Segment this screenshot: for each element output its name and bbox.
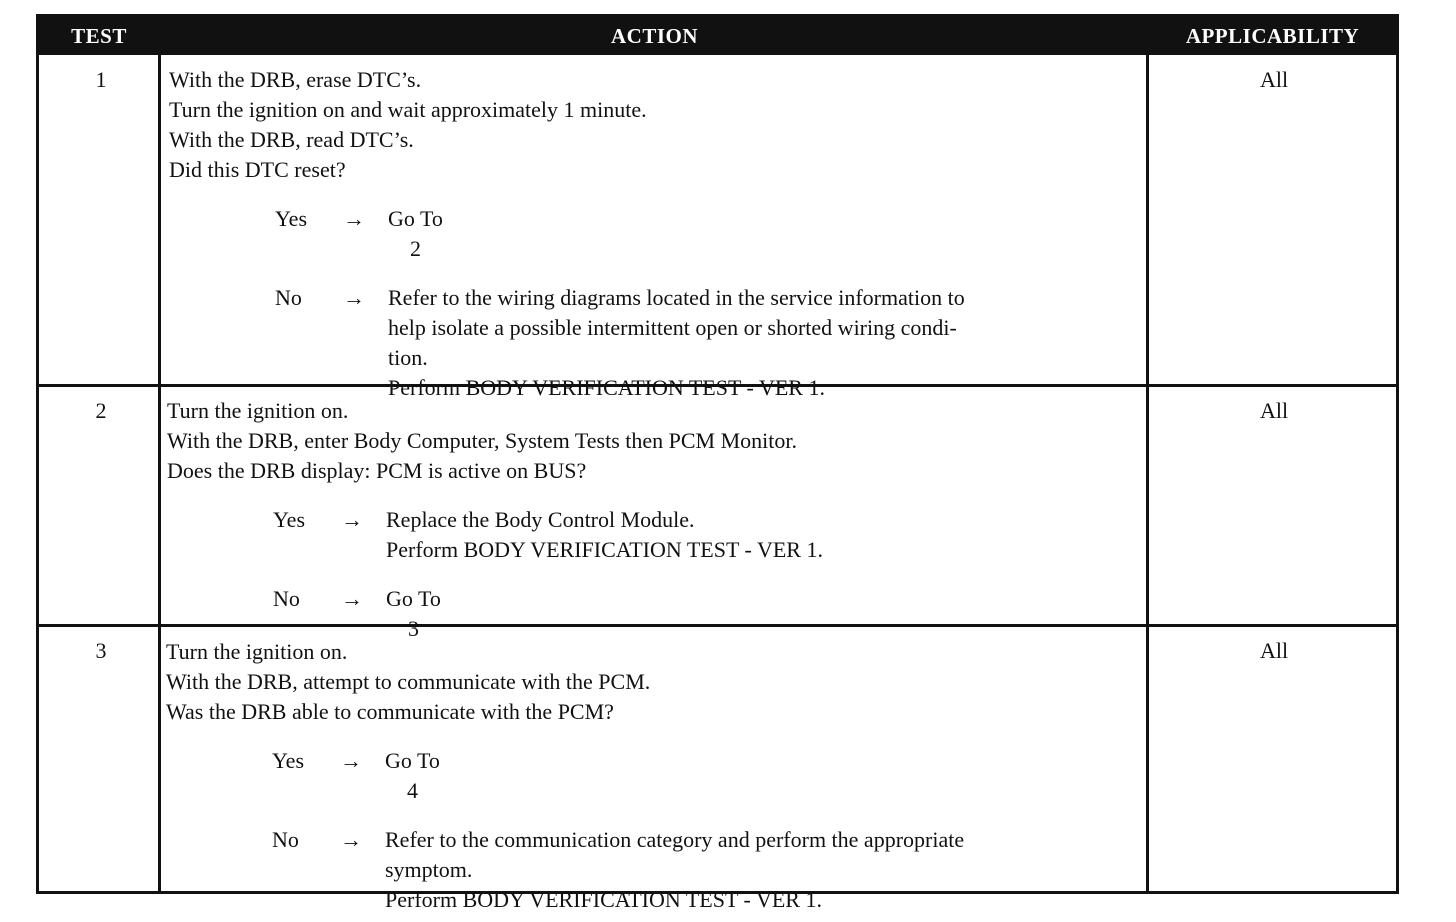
applicability-value: All [1259, 638, 1289, 663]
branch-line: Perform BODY VERIFICATION TEST - VER 1. [385, 887, 822, 912]
test-row-3 [39, 627, 1396, 912]
branch-line: Refer to the wiring diagrams located in the service information to [388, 285, 965, 310]
arrow-icon: → [341, 586, 363, 611]
action-step: Turn the ignition on. [166, 639, 348, 664]
goto-label: Go To [388, 206, 443, 231]
branch-line: Refer to the communication category and perform the appropriate [385, 827, 965, 852]
branch-line: Perform BODY VERIFICATION TEST - VER 1. [388, 375, 825, 400]
arrow-icon: → [341, 507, 363, 532]
table-header [39, 17, 1396, 55]
action-step: Turn the ignition on and wait approximately 1 minute. [169, 97, 647, 122]
goto-number: 3 [408, 616, 419, 641]
branch-line: Replace the Body Control Module. [386, 507, 695, 532]
action-step: Turn the ignition on. [167, 398, 349, 423]
branch-result [385, 746, 1141, 806]
arrow-icon: → [340, 827, 362, 852]
arrow-icon: → [340, 748, 362, 773]
header-applicability: APPLICABILITY [1185, 24, 1360, 48]
yes-branch [167, 505, 1142, 565]
test-row-1 [39, 55, 1396, 400]
goto-number: 4 [407, 778, 418, 803]
no-branch [169, 283, 1144, 403]
header-action: ACTION [610, 24, 698, 48]
action-step: Was the DRB able to communicate with the PCM? [166, 699, 614, 724]
branch-result [386, 505, 1142, 565]
test-row-2 [39, 387, 1396, 641]
yes-branch [169, 204, 1144, 264]
test-number: 3 [95, 638, 107, 663]
no-label: No [273, 586, 300, 611]
no-label: No [272, 827, 299, 852]
goto-label: Go To [385, 748, 440, 773]
action-step: With the DRB, read DTC’s. [169, 127, 414, 152]
action-cell [169, 65, 1144, 403]
applicability-value: All [1259, 67, 1289, 92]
branch-line: symptom. [385, 857, 473, 882]
goto-label: Go To [386, 586, 441, 611]
header-test: TEST [71, 24, 127, 48]
branch-line: Perform BODY VERIFICATION TEST - VER 1. [386, 537, 823, 562]
action-step: With the DRB, enter Body Computer, System Tests then PCM Monitor. [167, 428, 798, 453]
test-number: 1 [95, 67, 107, 92]
action-step: With the DRB, attempt to communicate with the PCM. [166, 669, 651, 694]
no-branch [166, 825, 1141, 915]
branch-result [388, 204, 1144, 264]
no-label: No [275, 285, 302, 310]
test-number: 2 [95, 398, 107, 423]
action-cell [166, 637, 1141, 915]
action-step: Did this DTC reset? [169, 157, 346, 182]
branch-line: tion. [388, 345, 428, 370]
branch-result [385, 825, 1141, 915]
yes-label: Yes [273, 507, 306, 532]
yes-branch [166, 746, 1141, 806]
action-step: With the DRB, erase DTC’s. [169, 67, 422, 92]
action-cell [167, 396, 1142, 644]
diagnostic-test-table [36, 14, 1399, 912]
goto-number: 2 [410, 236, 421, 261]
branch-line: help isolate a possible intermittent open or shorted wiring condi- [388, 315, 957, 340]
applicability-value: All [1259, 398, 1289, 423]
arrow-icon: → [343, 206, 365, 231]
action-step: Does the DRB display: PCM is active on BUS? [167, 458, 587, 483]
yes-label: Yes [272, 748, 305, 773]
branch-result [388, 283, 1144, 403]
yes-label: Yes [275, 206, 308, 231]
arrow-icon: → [343, 285, 365, 310]
